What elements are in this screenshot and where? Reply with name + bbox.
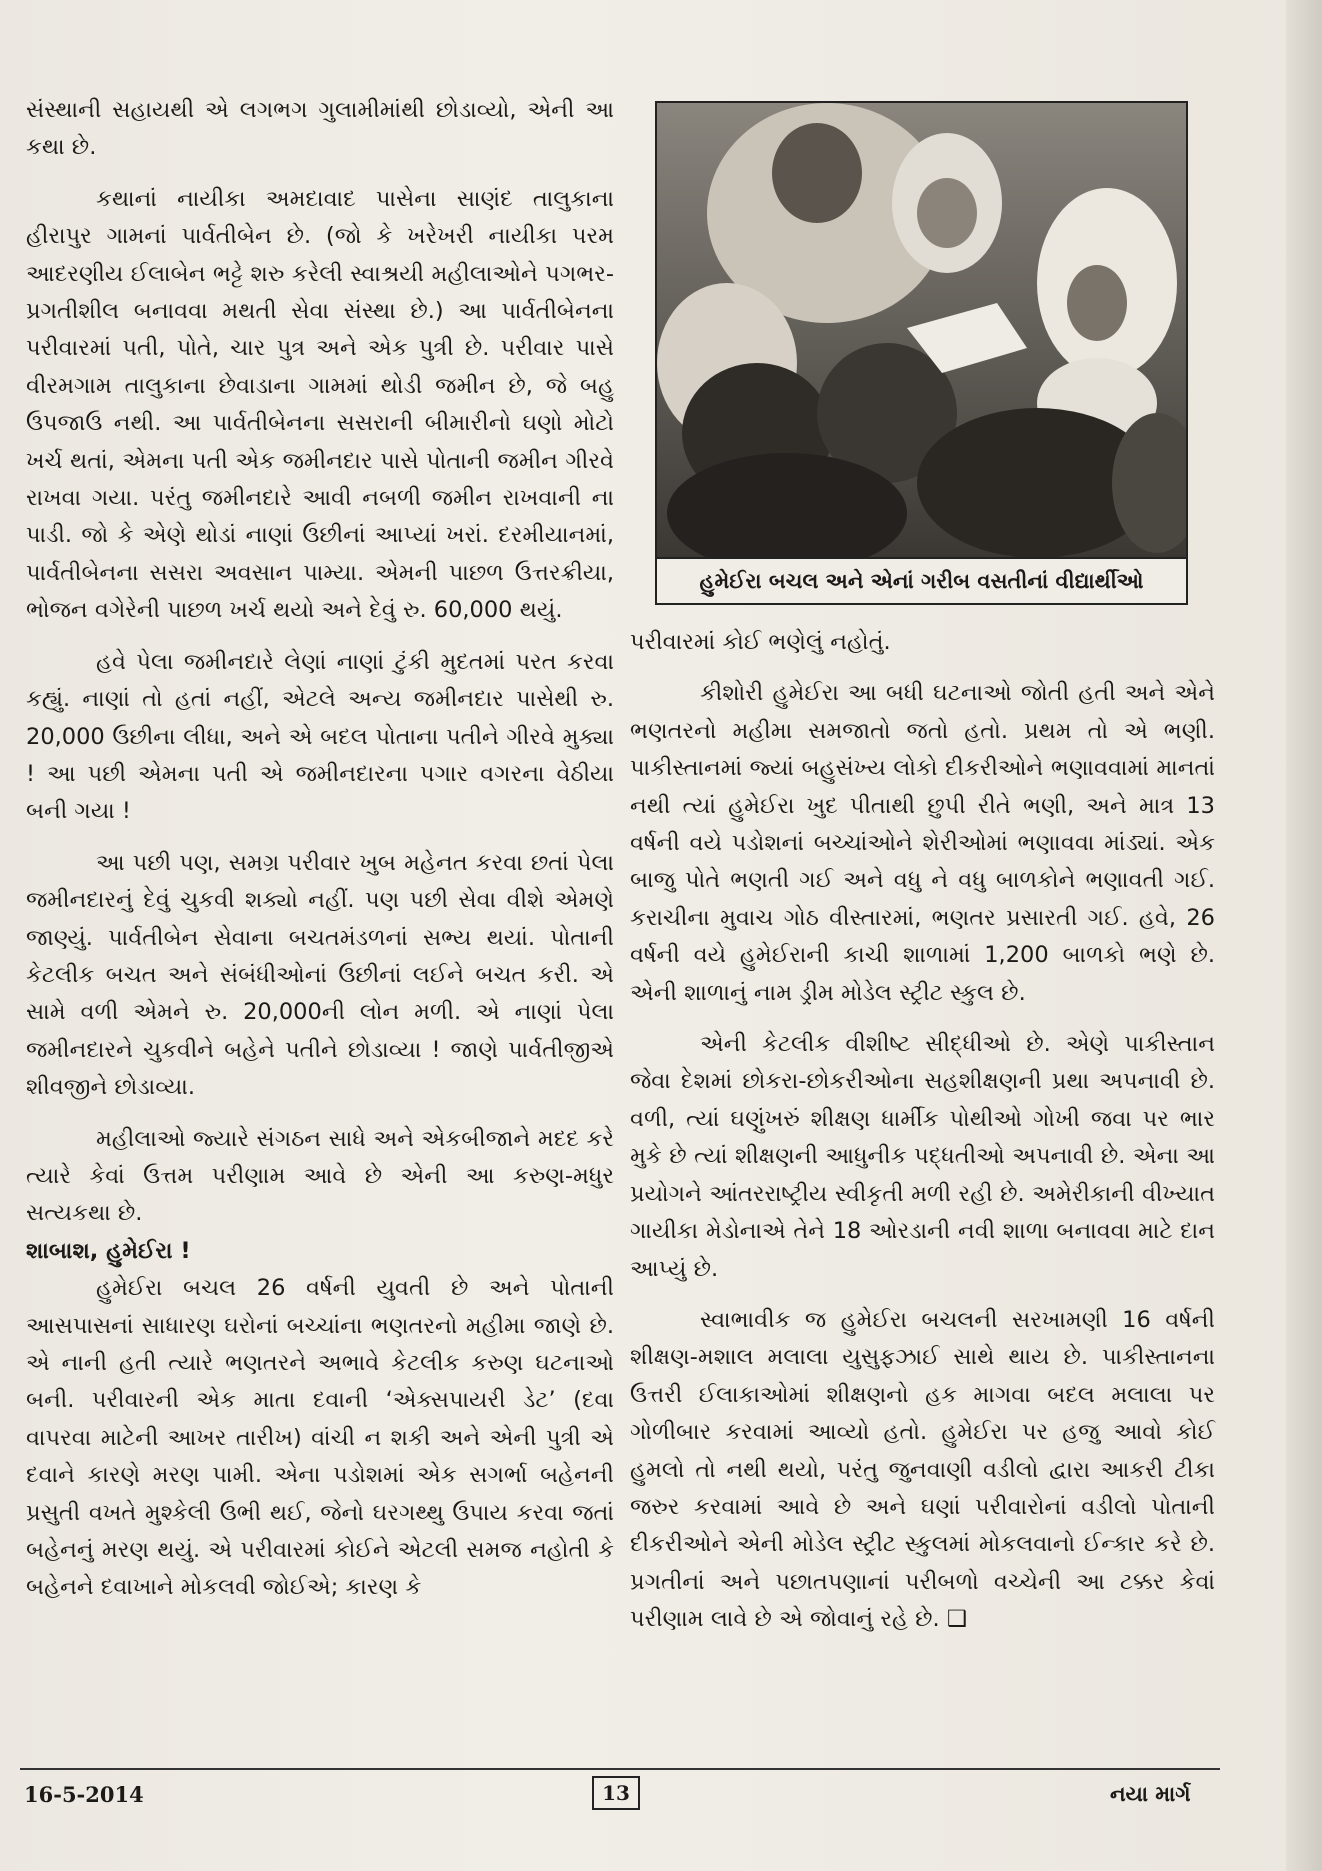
issue-date: 16-5-2014 xyxy=(24,1782,144,1807)
magazine-name: નયા માર્ગ xyxy=(1110,1782,1191,1806)
classroom-photo xyxy=(655,101,1188,559)
paragraph: પરીવારમાં કોઈ ભણેલું નહોતું. xyxy=(630,629,891,655)
paragraph: સંસ્થાની સહાયથી એ લગભગ ગુલામીમાંથી છોડાવ્યો, એની આ કથા છે. xyxy=(26,97,614,161)
section-heading: શાબાશ, હુમેઈરા ! xyxy=(26,1237,191,1264)
paragraph: એની કેટલીક વીશીષ્ટ સીદ્ધીઓ છે. એણે પાકીસ્તાન જેવા દેશમાં છોકરા-છોકરીઓના સહશીક્ષણની પ્રથા અપનાવી છે. વળી, ત્યાં ઘણુંખરું શીક્ષણ ધાર્મીક પોથીઓ ગોખી જવા પર ભાર મુકે છે ત્યાં શીક્ષણની આધુનીક પદ્ધતીઓ અપનાવી છે. એના આ પ્રયોગને આંતરરાષ્ટ્રીય સ્વીકૃતી મળી રહી છે. અમેરીકાની વીખ્યાત ગાયીકા મેડોનાએ તેને 18 ઓરડાની નવી શાળા બનાવવા માટે દાન આપ્યું છે. xyxy=(630,1031,1215,1282)
paragraph: આ પછી પણ, સમગ્ર પરીવાર ખુબ મહેનત કરવા છતાં પેલા જમીનદારનું દેવું ચુકવી શક્યો નહીં. પણ પછી સેવા વીશે એમણે જાણ્યું. પાર્વતીબેન સેવાના બચતમંડળનાં સભ્ય થયાં. પોતાની કેટલીક બચત અને સંબંધીઓનાં ઉછીનાં લઈને બચત કરી. એ સામે વળી એમને રુ. 20,000ની લોન મળી. એ નાણાં પેલા જમીનદારને ચુકવીને બહેને પતીને છોડાવ્યા ! જાણે પાર્વતીજીએ શીવજીને છોડાવ્યા. xyxy=(26,849,614,1101)
page-edge xyxy=(1286,0,1322,1871)
photo-figure xyxy=(655,101,1188,610)
footer-divider xyxy=(20,1768,1220,1770)
paragraph: કીશોરી હુમેઈરા આ બધી ઘટનાઓ જોતી હતી અને એને ભણતરનો મહીમા સમજાતો જતો હતો. પ્રથમ તો એ ભણી. પાકીસ્તાનમાં જ્યાં બહુસંખ્ય લોકો દીકરીઓને ભણાવવામાં માનતાં નથી ત્યાં હુમેઈરા ખુદ પીતાથી છુપી રીતે ભણી, અને માત્ર 13 વર્ષની વયે પડોશનાં બચ્ચાંઓને શેરીઓમાં ભણાવવા માંડ્યાં. એક બાજુ પોતે ભણતી ગઈ અને વધુ ને વધુ બાળકોને ભણાવતી ગઈ. કરાચીના મુવાચ ગોઠ વીસ્તારમાં, ભણતર પ્રસારતી ગઈ. હવે, 26 વર્ષની વયે હુમેઈરાની કાચી શાળામાં 1,200 બાળકો ભણે છે. એની શાળાનું નામ ડ્રીમ મોડેલ સ્ટ્રીટ સ્કુલ છે. xyxy=(630,680,1215,1006)
left-column xyxy=(26,92,614,1607)
photo-illustration xyxy=(657,103,1186,557)
paragraph: કથાનાં નાયીકા અમદાવાદ પાસેના સાણંદ તાલુકાના હીરાપુર ગામનાં પાર્વતીબેન છે. (જો કે ખરેખરી નાયીકા પરમ આદરણીય ઈલાબેન ભટ્ટે શરુ કરેલી સ્વાશ્રયી મહીલાઓને પગભર-પ્રગતીશીલ બનાવવા મથતી સેવા સંસ્થા છે.) આ પાર્વતીબેનના પરીવારમાં પતી, પોતે, ચાર પુત્ર અને એક પુત્રી છે. પરીવાર પાસે વીરમગામ તાલુકાના છેવાડાના ગામમાં થોડી જમીન છે, જે બહુ ઉપજાઉ નથી. આ પાર્વતીબેનના સસરાની બીમારીનો ઘણો મોટો ખર્ચ થતાં, એમના પતી એક જમીનદાર પાસે પોતાની જમીન ગીરવે રાખવા ગયા. પરંતુ જમીનદારે આવી નબળી જમીન રાખવાની ના પાડી. જો કે એણે થોડાં નાણાં ઉછીનાં આપ્યાં ખરાં. દરમીયાનમાં, પાર્વતીબેનના સસરા અવસાન પામ્યા. એમની પાછળ ઉત્તરક્રીયા, ભોજન વગેરેની પાછળ ખર્ચ થયો અને દેવું રુ. 60,000 થયું. xyxy=(26,185,614,624)
paragraph: સ્વાભાવીક જ હુમેઈરા બચલની સરખામણી 16 વર્ષની શીક્ષણ-મશાલ મલાલા યુસુફઝાઈ સાથે થાય છે. પાકીસ્તાનના ઉત્તરી ઈલાકાઓમાં શીક્ષણનો હક માગવા બદલ મલાલા પર ગોળીબાર કરવામાં આવ્યો હતો. હુમેઈરા પર હજુ આવો કોઈ હુમલો તો નથી થયો, પરંતુ જુનવાણી વડીલો દ્વારા આકરી ટીકા જરુર કરવામાં આવે છે અને ઘણાં પરીવારોનાં વડીલો પોતાની દીકરીઓને એની મોડેલ સ્ટ્રીટ સ્કુલમાં મોકલવાનો ઈન્કાર કરે છે. પ્રગતીનાં અને પછાતપણાનાં પરીબળો વચ્ચેની આ ટક્કર કેવાં પરીણામ લાવે છે એ જોવાનું રહે છે. ❑ xyxy=(630,1306,1216,1633)
photo-caption: હુમેઈરા બચલ અને એનાં ગરીબ વસતીનાં વીદ્યાર્થીઓ xyxy=(655,557,1188,605)
right-column xyxy=(630,624,1215,1639)
paragraph: મહીલાઓ જ્યારે સંગઠન સાધે અને એકબીજાને મદદ કરે ત્યારે કેવાં ઉત્તમ પરીણામ આવે છે એની આ કરુણ-મધુર સત્યકથા છે. xyxy=(26,1125,614,1227)
page-number: 13 xyxy=(592,1776,640,1810)
paragraph: હુમેઈરા બચલ 26 વર્ષની યુવતી છે અને પોતાની આસપાસનાં સાધારણ ઘરોનાં બચ્ચાંના ભણતરનો મહીમા જાણે છે. એ નાની હતી ત્યારે ભણતરને અભાવે કેટલીક કરુણ ઘટનાઓ બની. પરીવારની એક માતા દવાની ‘એક્સપાયરી ડેટ’ (દવા વાપરવા માટેની આખર તારીખ) વાંચી ન શકી અને એની પુત્રી એ દવાને કારણે મરણ પામી. એના પડોશમાં એક સગર્ભા બહેનની પ્રસુતી વખતે મુશ્કેલી ઉભી થઈ, જેનો ઘરગથ્થુ ઉપાય કરવા જતાં બહેનનું મરણ થયું. એ પરીવારમાં કોઈને એટલી સમજ નહોતી કે બહેનને દવાખાને મોકલવી જોઈએ; કારણ કે xyxy=(26,1275,614,1601)
paragraph: હવે પેલા જમીનદારે લેણાં નાણાં ટુંકી મુદતમાં પરત કરવા કહ્યું. નાણાં તો હતાં નહીં, એટલે અન્ય જમીનદાર પાસેથી રુ. 20,000 ઉછીના લીધા, અને એ બદલ પોતાના પતીને ગીરવે મુક્યા ! આ પછી એમના પતી એ જમીનદારના પગાર વગરના વેઠીયા બની ગયા ! xyxy=(26,648,614,825)
